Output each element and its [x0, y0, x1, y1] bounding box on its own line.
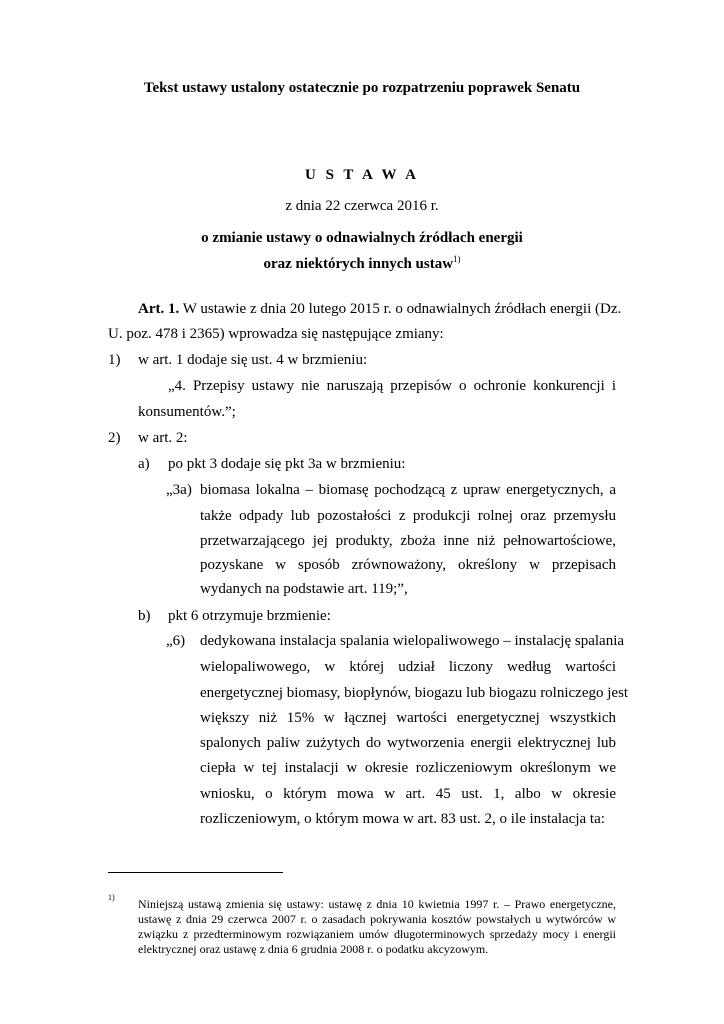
act-subtitle-line-1: o zmianie ustawy o odnawialnych źródłach energii — [201, 230, 523, 246]
act-subtitle-text: oraz niektórych innych ustaw — [263, 256, 454, 272]
act-date: z dnia 22 czerwca 2016 r. — [285, 198, 439, 214]
point-1-quote-line-2: konsumentów.”; — [138, 404, 236, 420]
item-6-line-8: rozliczeniowym, o którym mowa w art. 83 ust. 2, o ile instalacja ta: — [200, 811, 605, 827]
point-1-text: w art. 1 dodaje się ust. 4 w brzmieniu: — [138, 352, 368, 368]
point-1-number: 1) — [108, 352, 121, 368]
item-3a-line-3: przetwarzającego jej produkty, zboża inne niż pełnowartościowe, — [200, 533, 616, 549]
footnote-line-3: związku z przedterminowym rozwiązaniem umów długoterminowych sprzedaży mocy i energii — [138, 927, 616, 941]
item-6-line-2: wielopaliwowego, w której udział liczony według wartości — [200, 659, 616, 675]
item-3a-line-4: pozyskane w sposób zrównoważony, określony w przepisach — [200, 557, 616, 573]
item-6-number: „6) — [166, 633, 186, 649]
point-2-number: 2) — [108, 430, 121, 446]
footnote-line-1: Niniejszą ustawą zmienia się ustawy: ustawę z dnia 10 kwietnia 1997 r. – Prawo energetyczne, — [138, 897, 616, 911]
header-note: Tekst ustawy ustalony ostatecznie po rozpatrzeniu poprawek Senatu — [143, 80, 581, 96]
footnote-line-4: elektrycznej oraz ustawę z dnia 6 grudnia 2008 r. o podatku akcyzowym. — [138, 942, 489, 956]
letter-b-marker: b) — [138, 608, 151, 624]
item-6-line-6: ciepła w tej instalacji w okresie rozliczeniowym określonym we — [200, 760, 616, 776]
item-6-line-1: dedykowana instalacja spalania wielopaliwowego – instalację spalania — [200, 633, 625, 649]
footnote-separator — [108, 872, 283, 873]
article-1-intro-line-1 — [138, 301, 622, 318]
item-6-line-7: wniosku, o którym mowa w art. 45 ust. 1, albo w okresie — [200, 786, 616, 802]
letter-b-text: pkt 6 otrzymuje brzmienie: — [168, 608, 331, 624]
item-3a-line-5: wydanych na podstawie art. 119;”, — [200, 581, 408, 597]
footnote-line-2: ustawę z dnia 29 czerwca 2007 r. o zasadach pokrywania kosztów powstałych u wytwórców w — [138, 912, 616, 926]
article-1-intro-text: W ustawie z dnia 20 lutego 2015 r. o odnawialnych źródłach energii (Dz. — [182, 301, 622, 317]
letter-a-marker: a) — [138, 456, 150, 472]
item-3a-line-2: także odpady lub pozostałości z produkcji rolnej oraz przemysłu — [200, 508, 616, 524]
item-6-line-3: energetycznej biomasy, biopłynów, biogazu lub biogazu rolniczego jest — [200, 685, 629, 701]
act-subtitle-line-2 — [0, 254, 724, 273]
point-1-quote-line-1: „4. Przepisy ustawy nie naruszają przepisów o ochronie konkurencji i — [168, 378, 616, 394]
item-3a-number: „3a) — [166, 482, 192, 498]
point-2-text: w art. 2: — [138, 430, 188, 446]
item-3a-line-1: biomasa lokalna – biomasę pochodzącą z upraw energetycznych, a — [200, 482, 616, 498]
item-6-line-4: większy niż 15% w łącznej wartości energetycznej wszystkich — [200, 710, 616, 726]
article-1-intro-line-2: U. poz. 478 i 2365) wprowadza się następujące zmiany: — [108, 326, 444, 342]
item-6-line-5: spalonych paliw zużytych do wytworzenia energii elektrycznej lub — [200, 735, 616, 751]
act-title: U S T A W A — [304, 167, 420, 183]
footnote-reference: 1) — [453, 254, 461, 264]
letter-a-text: po pkt 3 dodaje się pkt 3a w brzmieniu: — [168, 456, 406, 472]
article-1-label: Art. 1. — [138, 301, 180, 317]
footnote-mark: 1) — [108, 893, 115, 902]
